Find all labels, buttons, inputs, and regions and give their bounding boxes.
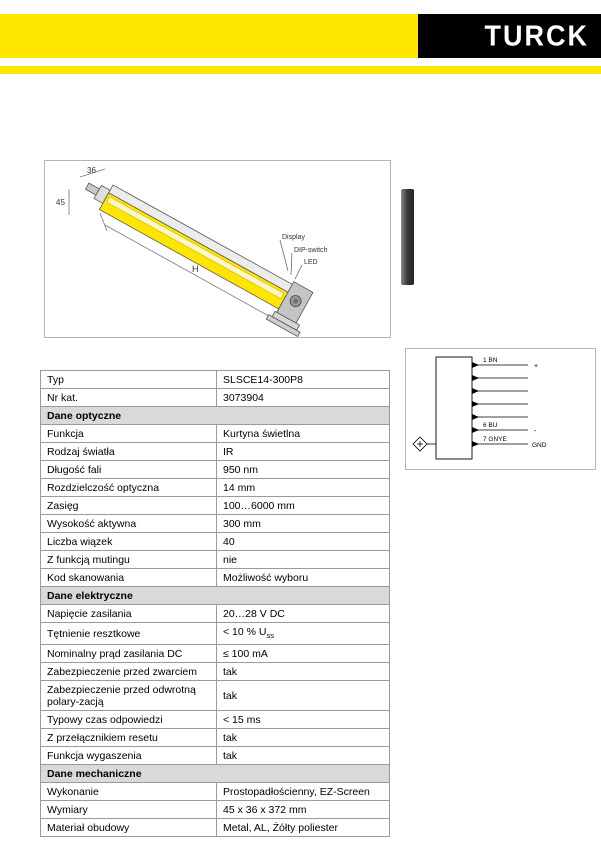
spec-table <box>40 370 390 837</box>
device-block <box>436 357 472 459</box>
table-row <box>41 461 390 479</box>
spec-value: Kurtyna świetlna <box>217 425 390 443</box>
sender-symbol <box>413 437 436 451</box>
table-row <box>41 819 390 837</box>
spec-label: Wymiary <box>41 801 217 819</box>
spec-label: Nr kat. <box>41 389 217 407</box>
product-drawing-panel <box>44 160 391 338</box>
pin6-label: 6 BU <box>483 422 498 429</box>
table-section-row <box>41 765 390 783</box>
callout-led: LED <box>304 259 318 266</box>
dim-length-label: H <box>192 264 199 274</box>
spec-value: < 15 ms <box>217 711 390 729</box>
table-row <box>41 551 390 569</box>
pin1-signal: + <box>534 363 539 370</box>
spec-value: SLSCE14-300P8 <box>217 371 390 389</box>
spec-label: Rodzaj światła <box>41 443 217 461</box>
spec-label: Kod skanowania <box>41 569 217 587</box>
spec-label: Liczba wiązek <box>41 533 217 551</box>
table-row <box>41 681 390 711</box>
spec-label: Wykonanie <box>41 783 217 801</box>
table-row <box>41 729 390 747</box>
header-yellow-rule <box>0 66 601 74</box>
spec-label: Rozdzielczość optyczna <box>41 479 217 497</box>
spec-label: Typowy czas odpowiedzi <box>41 711 217 729</box>
spec-value: tak <box>217 681 390 711</box>
table-row <box>41 569 390 587</box>
spec-label: Zabezpieczenie przed zwarciem <box>41 663 217 681</box>
spec-label: Z funkcją mutingu <box>41 551 217 569</box>
spec-value: tak <box>217 729 390 747</box>
header-yellow-band <box>0 14 418 58</box>
table-section-header: Dane optyczne <box>41 407 390 425</box>
table-section-row <box>41 407 390 425</box>
table-row <box>41 479 390 497</box>
table-row <box>41 425 390 443</box>
spec-label: Funkcja wygaszenia <box>41 747 217 765</box>
spec-label: Wysokość aktywna <box>41 515 217 533</box>
spec-label: Zabezpieczenie przed odwrotną polary-zacją <box>41 681 217 711</box>
callout-display: Display <box>282 234 305 241</box>
table-row <box>41 515 390 533</box>
table-row <box>41 711 390 729</box>
table-row <box>41 783 390 801</box>
table-row <box>41 443 390 461</box>
pin-arrows <box>472 362 479 447</box>
spec-label: Typ <box>41 371 217 389</box>
pin7-signal: GND <box>532 442 547 449</box>
spec-value: 40 <box>217 533 390 551</box>
table-section-header: Dane mechaniczne <box>41 765 390 783</box>
spec-value: 100…6000 mm <box>217 497 390 515</box>
dim-height-label: 45 <box>56 198 65 207</box>
spec-label: Nominalny prąd zasilania DC <box>41 645 217 663</box>
table-section-header: Dane elektryczne <box>41 587 390 605</box>
spec-label: Zasięg <box>41 497 217 515</box>
table-section-row <box>41 587 390 605</box>
spec-label: Długość fali <box>41 461 217 479</box>
table-row <box>41 801 390 819</box>
table-row <box>41 645 390 663</box>
spec-value: 45 x 36 x 372 mm <box>217 801 390 819</box>
spec-value: 300 mm <box>217 515 390 533</box>
spec-label: Materiał obudowy <box>41 819 217 837</box>
pin7-label: 7 GNYE <box>483 436 507 443</box>
spec-label: Funkcja <box>41 425 217 443</box>
spec-value: Metal, AL, Żółty poliester <box>217 819 390 837</box>
spec-label: Z przełącznikiem resetu <box>41 729 217 747</box>
callout-dip-switch: DIP-switch <box>294 247 328 254</box>
spec-value: 20…28 V DC <box>217 605 390 623</box>
spec-value: 14 mm <box>217 479 390 497</box>
spec-value: nie <box>217 551 390 569</box>
light-curtain-body <box>73 172 320 337</box>
pin-lines <box>472 365 528 444</box>
table-row <box>41 605 390 623</box>
table-row <box>41 623 390 645</box>
table-row <box>41 663 390 681</box>
spec-value: 950 nm <box>217 461 390 479</box>
table-row <box>41 497 390 515</box>
spec-value: Możliwość wyboru <box>217 569 390 587</box>
table-row <box>41 389 390 407</box>
spec-value-subscript: ss <box>266 630 274 640</box>
table-row <box>41 371 390 389</box>
spec-value: 3073904 <box>217 389 390 407</box>
pin6-signal: - <box>534 428 537 435</box>
spec-value: ≤ 100 mA <box>217 645 390 663</box>
dim-width-label: 36 <box>87 166 96 175</box>
spec-value: Prostopadłościenny, EZ-Screen <box>217 783 390 801</box>
light-curtain-drawing <box>45 161 390 337</box>
wiring-diagram-panel <box>405 348 596 470</box>
product-photo-thumbnail <box>401 189 414 285</box>
spec-label: Napięcie zasilania <box>41 605 217 623</box>
spec-value: IR <box>217 443 390 461</box>
header-black-band <box>418 14 601 58</box>
spec-value: tak <box>217 663 390 681</box>
table-row <box>41 533 390 551</box>
pin1-label: 1 BN <box>483 357 498 364</box>
callout-leader-lines <box>280 240 302 279</box>
spec-value: tak <box>217 747 390 765</box>
spec-value: < 10 % $U_{ss}$ <box>217 623 390 645</box>
wiring-diagram <box>406 349 595 469</box>
table-row <box>41 747 390 765</box>
spec-label: Tętnienie resztkowe <box>41 623 217 645</box>
turck-logo: TURCK <box>484 19 589 52</box>
